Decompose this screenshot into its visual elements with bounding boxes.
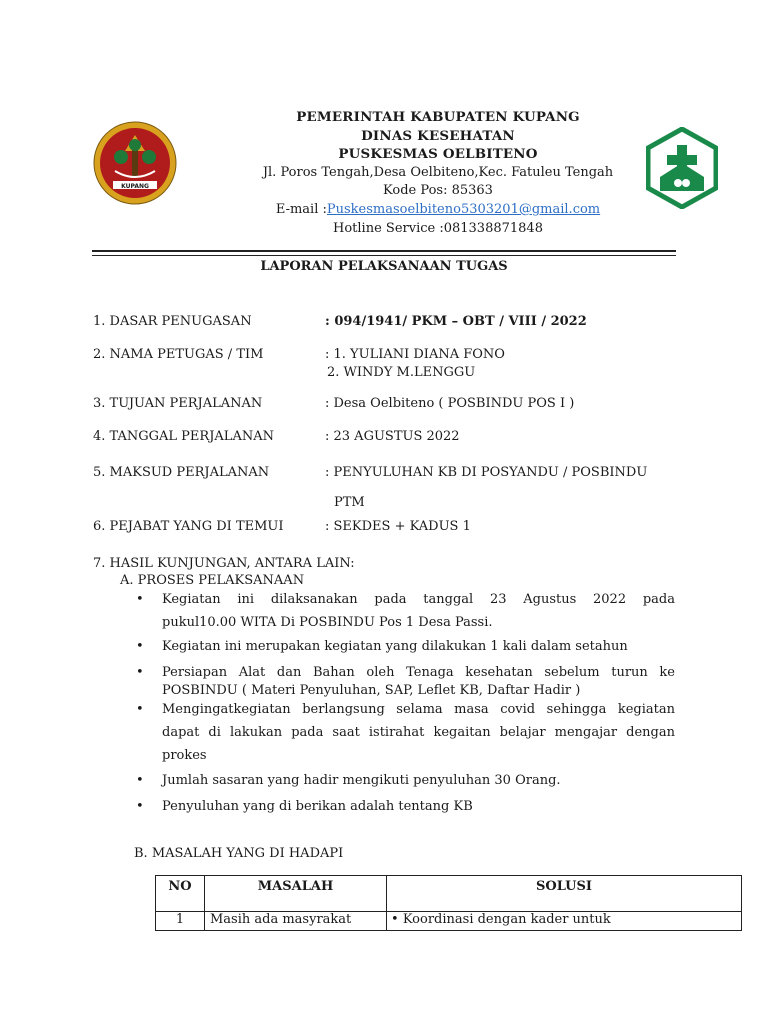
table-cell-solusi-text: Koordinasi dengan kader untuk [402,912,611,927]
bullet-3-line-1: Persiapan Alat dan Bahan oleh Tenaga kesehatan sebelum turun ke [162,665,675,680]
bullet-4-line-1: Mengingatkegiatan berlangsung selama masa covid sehingga kegiatan [162,702,675,717]
document-title: LAPORAN PELAKSANAAN TUGAS [260,259,508,274]
bullet-item-3 [162,664,675,700]
field-label-petugas: 2. NAMA PETUGAS / TIM [93,347,264,362]
bullet-icon: • [136,702,144,717]
section-a-heading: A. PROSES PELAKSANAAN [120,573,305,588]
field-label-maksud: 5. MAKSUD PERJALANAN [93,465,270,480]
table-header-row [156,876,742,912]
field-value-maksud-cont: PTM [334,495,365,510]
header-address: Jl. Poros Tengah,Desa Oelbiteno,Kec. Fatuleu Tengah [262,164,614,180]
header-postal-code: Kode Pos: 85363 [383,183,493,199]
header-government: PEMERINTAH KABUPATEN KUPANG [296,109,580,125]
section-7-heading: 7. HASIL KUNJUNGAN, ANTARA LAIN: [93,556,355,571]
table-header-masalah: MASALAH [205,876,387,912]
logo-left-text: KUPANG [121,183,149,190]
email-link[interactable]: Puskesmasoelbiteno5303201@gmail.com [326,201,601,217]
field-value-maksud: : PENYULUHAN KB DI POSYANDU / POSBINDU [325,465,648,480]
field-value-tujuan: : Desa Oelbiteno ( POSBINDU POS I ) [325,396,575,411]
table-cell-solusi: • Koordinasi dengan kader untuk [387,912,742,931]
field-label-tanggal: 4. TANGGAL PERJALANAN [93,429,274,444]
bullet-4-line-2: dapat di lakukan pada saat istirahat kegaitan belajar mengajar dengan [162,725,675,740]
header-department: DINAS KESEHATAN [361,127,515,144]
bullet-item-1 [162,588,675,634]
problem-table [155,875,742,931]
table-cell-no: 1 [156,912,205,931]
bullet-4-line-3: prokes [162,748,207,763]
field-value-dasar: : 094/1941/ PKM – OBT / VIII / 2022 [325,314,587,329]
table-header-no: NO [156,876,205,912]
bullet-icon: • [136,639,144,654]
header-email-line [200,201,676,220]
table-row [156,912,742,931]
bullet-2-line-1: Kegiatan ini merupakan kegiatan yang dilakukan 1 kali dalam setahun [162,639,628,654]
field-value-pejabat: : SEKDES + KADUS 1 [325,519,471,534]
field-value-petugas-1: : 1. YULIANI DIANA FONO [325,347,505,362]
bullet-6-line-1: Penyuluhan yang di berikan adalah tentang KB [162,799,473,814]
bullet-item-5 [162,769,675,792]
letterhead [200,108,676,238]
table-header-solusi: SOLUSI [387,876,742,912]
field-label-dasar: 1. DASAR PENUGASAN [93,314,252,329]
kabupaten-kupang-logo [93,121,177,205]
field-label-tujuan: 3. TUJUAN PERJALANAN [93,396,263,411]
header-rule-thick [92,250,676,252]
bullet-3-line-2: POSBINDU ( Materi Penyuluhan, SAP, Leflet KB, Daftar Hadir ) [162,683,581,698]
section-b-heading: B. MASALAH YANG DI HADAPI [134,846,344,861]
bullet-item-4 [162,698,675,767]
bullet-icon: • [136,665,144,680]
email-label: E-mail : [275,201,327,217]
bullet-5-line-1: Jumlah sasaran yang hadir mengikuti penyuluhan 30 Orang. [162,773,561,788]
bullet-icon: • [136,799,144,814]
bullet-icon: • [136,773,144,788]
header-rule-thin [92,255,676,256]
bullet-1-line-2: pukul10.00 WITA Di POSBINDU Pos 1 Desa Passi. [162,615,493,630]
field-value-petugas-2: 2. WINDY M.LENGGU [327,365,476,380]
field-value-tanggal: : 23 AGUSTUS 2022 [325,429,460,444]
bullet-item-2 [162,635,675,658]
header-hotline: Hotline Service :081338871848 [333,220,543,236]
bullet-1-line-1: Kegiatan ini dilaksanakan pada tanggal 23 Agustus 2022 pada [162,592,675,607]
header-puskesmas: PUSKESMAS OELBITENO [338,146,538,163]
field-label-pejabat: 6. PEJABAT YANG DI TEMUI [93,519,284,534]
table-cell-masalah: Masih ada masyrakat [205,912,387,931]
bullet-item-6 [162,795,675,818]
bullet-icon: • [136,592,144,607]
